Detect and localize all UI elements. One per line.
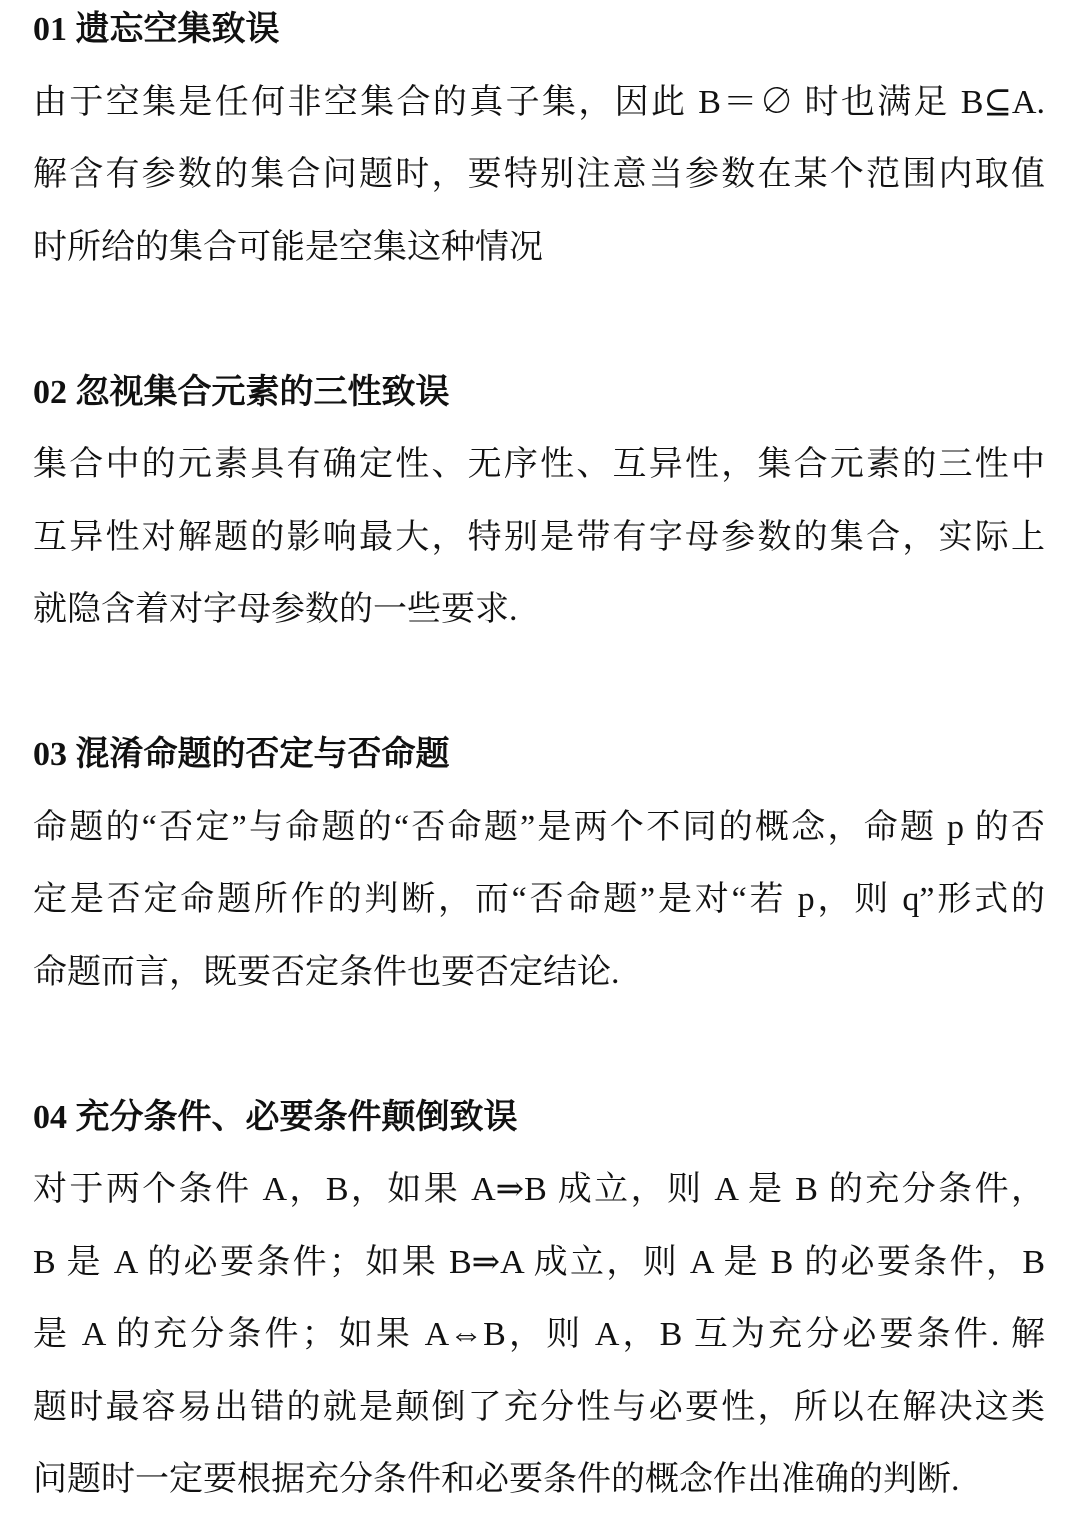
section-01-body (33, 67, 1045, 285)
section-04-line-5: 问题时一定要根据充分条件和必要条件的概念作出准确的判断. (33, 1461, 960, 1498)
section-01-line-2: 解含有参数的集合问题时，要特别注意当参数在某个范围内取值 (33, 156, 1045, 193)
section-02-line-1: 集合中的元素具有确定性、无序性、互异性，集合元素的三性中 (33, 446, 1045, 483)
section-04-line-2: B 是 A 的必要条件；如果 B⇒A 成立，则 A 是 B 的必要条件，B (33, 1243, 1045, 1281)
section-01-line-1: 由于空集是任何非空集合的真子集，因此 B＝∅ 时也满足 B⊆A. (33, 83, 1045, 121)
section-01-heading: 01 遗忘空集致误 (33, 11, 280, 48)
section-04-body (33, 1154, 1045, 1517)
section-02 (33, 357, 1045, 647)
section-04-line-4: 题时最容易出错的就是颠倒了充分性与必要性，所以在解决这类 (33, 1388, 1045, 1426)
section-04-line-3: 是 A 的充分条件；如果 A⇔B，则 A，B 互为充分必要条件. 解 (33, 1316, 1045, 1353)
section-03-line-2: 定是否定命题所作的判断，而“否命题”是对“若 p，则 q”形式的 (33, 881, 1045, 918)
section-03-line-3: 命题而言，既要否定条件也要否定结论. (33, 953, 620, 991)
section-03 (33, 719, 1045, 1009)
section-04-line-1: 对于两个条件 A，B，如果 A⇒B 成立，则 A 是 B 的充分条件， (33, 1171, 1045, 1208)
section-02-line-3: 就隐含着对字母参数的一些要求. (33, 591, 518, 628)
section-04 (33, 1082, 1045, 1517)
section-01-line-3: 时所给的集合可能是空集这种情况 (33, 228, 543, 266)
section-02-heading: 02 忽视集合元素的三性致误 (33, 373, 450, 411)
section-03-line-1: 命题的“否定”与命题的“否命题”是两个不同的概念，命题 p 的否 (33, 808, 1045, 846)
section-02-body (33, 429, 1045, 647)
section-03-body (33, 792, 1045, 1010)
section-01 (33, 0, 1045, 284)
section-04-heading: 04 充分条件、必要条件颠倒致误 (33, 1098, 518, 1136)
section-03-heading: 03 混淆命题的否定与否命题 (33, 736, 450, 773)
section-02-line-2: 互异性对解题的影响最大，特别是带有字母参数的集合，实际上 (33, 518, 1045, 556)
